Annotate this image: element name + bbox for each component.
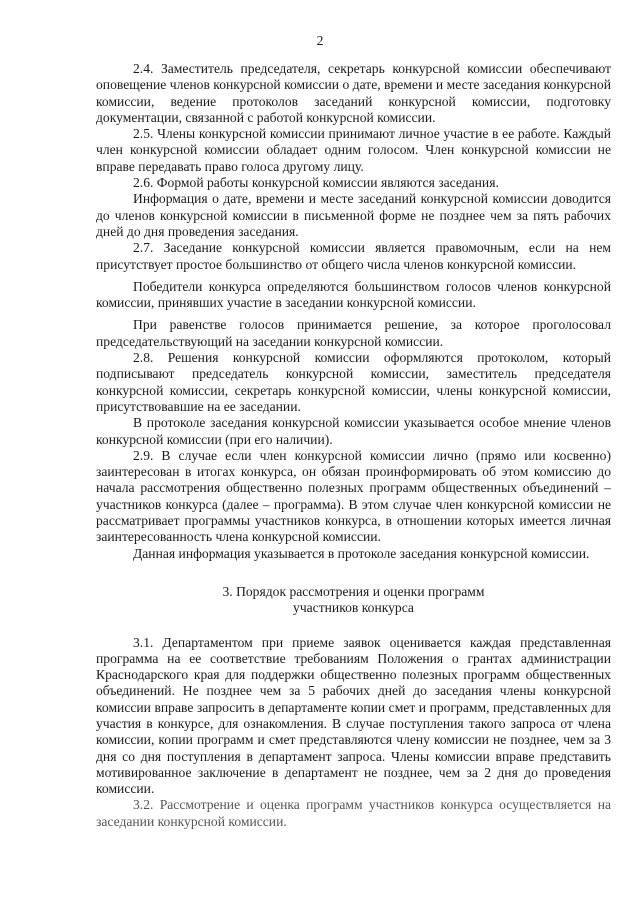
- page-number: 2: [316, 33, 324, 48]
- paragraph-2-5: 2.5. Члены конкурсной комиссии принимают личное участие в ее работе. Каждый член конкурсной комиссии обладает одним голосом. Член конкурсной комиссии не вправе передавать право голоса другому лицу.: [96, 126, 611, 174]
- paragraph-2-7-tie: При равенстве голосов принимается решение, за которое проголосовал председательствующий на заседании конкурсной комиссии.: [96, 317, 611, 349]
- section-heading-line-2: участников конкурса: [293, 600, 414, 616]
- paragraph-2-6: 2.6. Формой работы конкурсной комиссии являются заседания.: [133, 175, 499, 191]
- paragraph-2-6-info: Информация о дате, времени и месте заседаний конкурсной комиссии доводится до членов конкурсной комиссии в письменной форме не позднее чем за пять рабочих дней до дня проведения заседания.: [96, 191, 611, 239]
- section-heading: [96, 584, 611, 617]
- paragraph-3-1: 3.1. Департаментом при приеме заявок оценивается каждая представленная программа на ее соответствие требованиям Положения о грантах администрации Краснодарского края для поддержки общественно полезных программ общественных объединений. Не позднее чем за 5 рабочих дней до заседания члены конкурсной комиссии вправе запросить в департаменте копии смет и программ, представленных для участия в конкурсе, для ознакомления. В случае поступления такого запроса от члена комиссии, копии программ и смет представляются члену комиссии не позднее, чем за 3 дня со дня поступления в департамент запроса. Члены комиссии вправе представить мотивированное заключение в департамент не позднее, чем за 2 дня до проведения комиссии.: [96, 634, 611, 797]
- section-heading-line-1: 3. Порядок рассмотрения и оценки программ: [222, 583, 485, 599]
- paragraph-2-8: 2.8. Решения конкурсной комиссии оформляются протоколом, который подписывают председатель конкурсной комиссии, заместитель председателя конкурсной комиссии, секретарь конкурсной комиссии, члены конкурсной комиссии, присутствовавшие на ее заседании.: [96, 350, 611, 414]
- paragraph-2-9: 2.9. В случае если член конкурсной комиссии лично (прямо или косвенно) заинтересован в итогах конкурса, он обязан проинформировать об этом комиссию до начала рассмотрения общественно полезных программ общественных объединений – участников конкурса (далее – программа). В этом случае член конкурсной комиссии не рассматривает программы участников конкурса, в отношении которых имеется личная заинтересованность члена конкурсной комиссии.: [96, 447, 611, 545]
- paragraph-2-4: 2.4. Заместитель председателя, секретарь конкурсной комиссии обеспечивают оповещение членов конкурсной комиссии о дате, времени и месте заседания конкурсной комиссии, ведение протоколов заседаний конкурсной комиссии, подготовку документации, связанной с работой конкурсной комиссии.: [96, 61, 611, 125]
- document-body: [96, 61, 611, 830]
- paragraph-2-8-opinion: В протоколе заседания конкурсной комиссии указывается особое мнение членов конкурсной комиссии (при его наличии).: [96, 415, 611, 447]
- paragraph-2-9-info: Данная информация указывается в протоколе заседания конкурсной комиссии.: [133, 545, 590, 561]
- paragraph-3-2: 3.2. Рассмотрение и оценка программ участников конкурса осуществляется на заседании конкурсной комиссии.: [96, 797, 611, 829]
- paragraph-2-7-winners: Победители конкурса определяются большинством голосов членов конкурсной комиссии, принявших участие в заседании конкурсной комиссии.: [96, 278, 611, 311]
- paragraph-2-7: 2.7. Заседание конкурсной комиссии является правомочным, если на нем присутствует простое большинство от общего числа членов конкурсной комиссии.: [96, 240, 611, 272]
